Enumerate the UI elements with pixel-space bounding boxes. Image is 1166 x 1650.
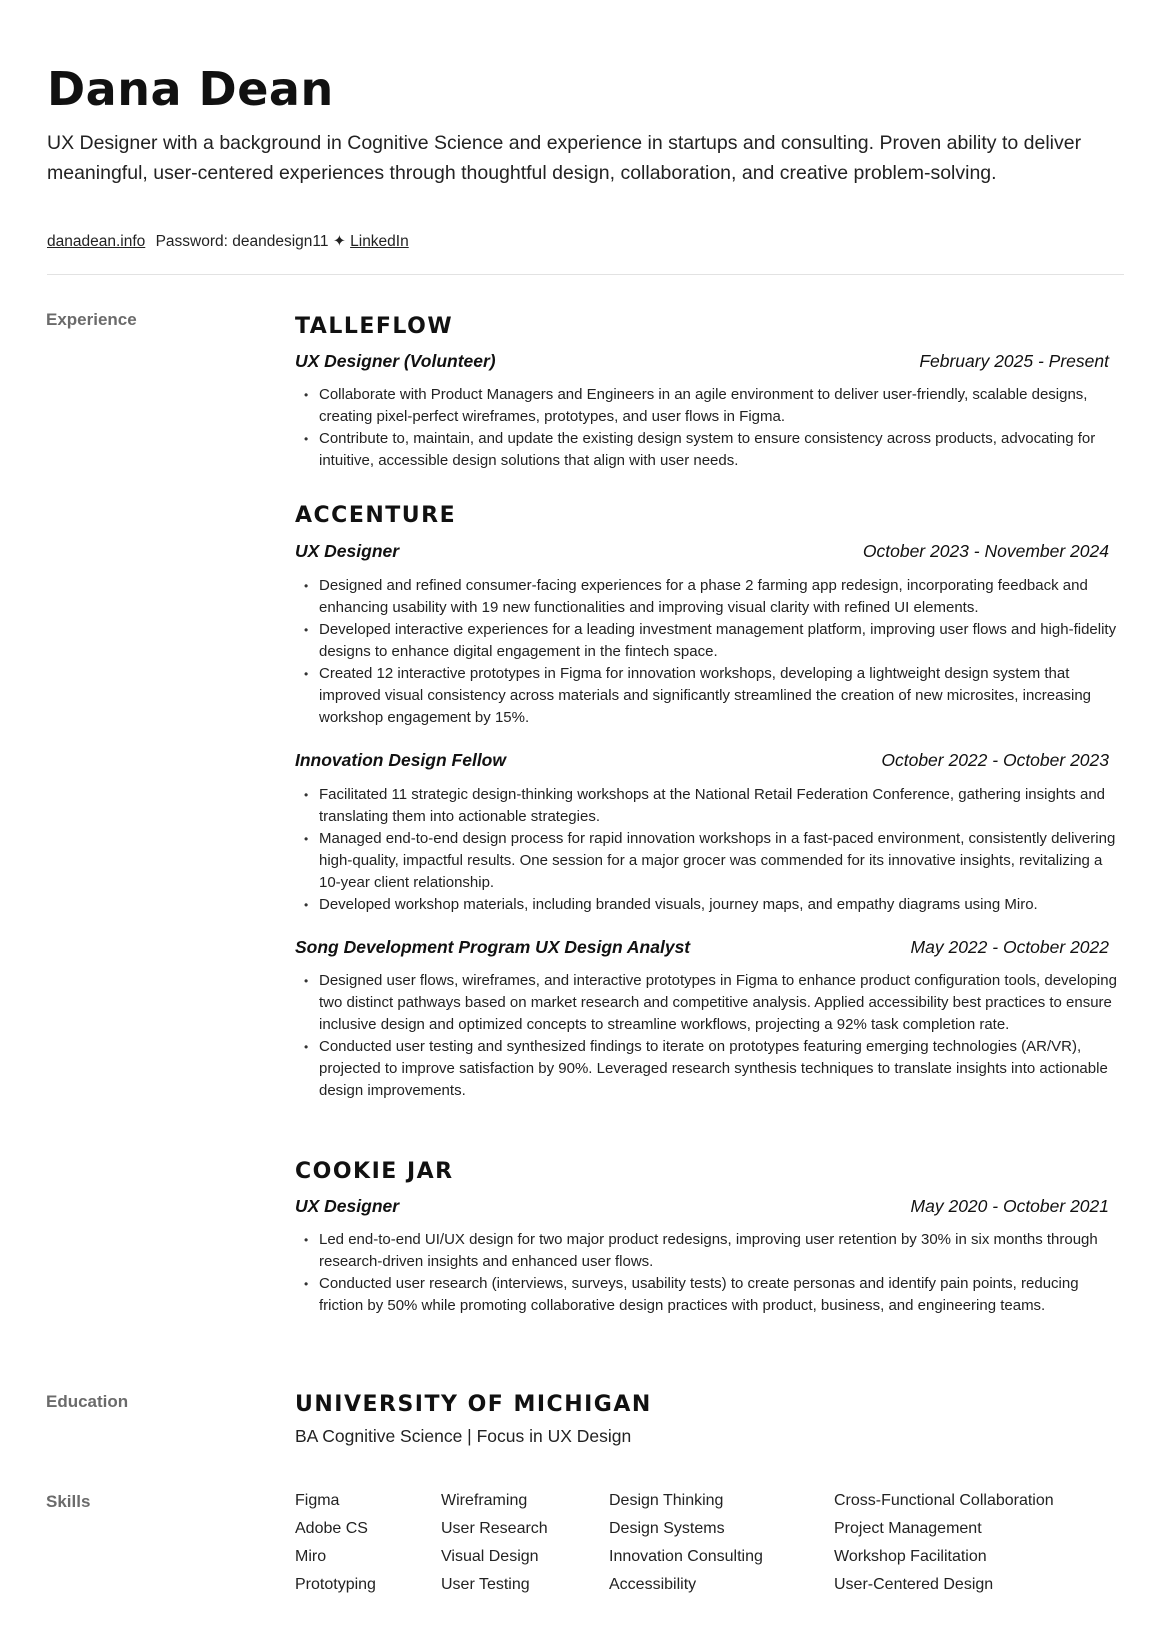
job-role: [295, 1196, 1109, 1220]
job-bullets: [304, 384, 1124, 472]
skills-column: [609, 1490, 763, 1602]
skills-column: [295, 1490, 376, 1602]
bullet-item: • Facilitated 11 strategic design-thinking workshops at the National Retail Federation Conference, gathering insights and translating them into actionable strategies.: [304, 784, 1124, 828]
portfolio-password: Password: deandesign11: [155, 233, 329, 250]
job-bullets: [304, 970, 1124, 1102]
bullet-item: • Managed end-to-end design process for rapid innovation workshops in a fast-paced environment, consistently delivering high-quality, impactful results. One session for a major grocer was commended for its innovative insights, revitalizing a 10-year client relationship.: [304, 828, 1124, 894]
job-title: UX Designer: [295, 541, 400, 561]
job-bullets: [304, 1229, 1124, 1317]
section-label-education: Education: [46, 1392, 129, 1411]
section-label-skills: Skills: [46, 1492, 91, 1511]
skills-column: [834, 1490, 1054, 1602]
job-role: [295, 541, 1109, 565]
skill-item: Design Thinking: [609, 1492, 724, 1509]
bullet-item: • Designed user flows, wireframes, and interactive prototypes in Figma to enhance product configuration tools, developing two distinct pathways based on market research and competitive analysis. Applied accessibility best practices to ensure inclusive design and optimized concepts to streamline workflows, projecting a 92% task completion rate.: [304, 970, 1124, 1036]
job-title: Innovation Design Fellow: [295, 750, 506, 770]
job-dates: October 2022 - October 2023: [881, 750, 1109, 770]
bullet-item: • Developed workshop materials, including branded visuals, journey maps, and empathy diagrams using Miro.: [304, 894, 1124, 916]
skill-item: User-Centered Design: [834, 1576, 994, 1593]
bullet-item: • Conducted user testing and synthesized findings to iterate on prototypes featuring emerging technologies (AR/VR), projected to improve satisfaction by 90%. Leveraged research synthesis techniques to translate insights into actionable design improvements.: [304, 1036, 1124, 1102]
separator-icon: ✦: [332, 233, 346, 250]
job-role: [295, 750, 1109, 774]
skill-item: Prototyping: [295, 1576, 376, 1593]
skill-item: Cross-Functional Collaboration: [834, 1492, 1054, 1509]
bullet-item: • Created 12 interactive prototypes in Figma for innovation workshops, developing a lightweight design system that improved visual consistency across materials and significantly streamlined the creation of new microsites, increasing workshop engagement by 15%.: [304, 663, 1124, 729]
bullet-item: • Contribute to, maintain, and update the existing design system to ensure consistency across products, advocating for intuitive, accessible design solutions that align with user needs.: [304, 428, 1124, 472]
job-title: Song Development Program UX Design Analyst: [295, 937, 691, 957]
job-bullets: [304, 575, 1124, 729]
bullet-item: • Collaborate with Product Managers and Engineers in an agile environment to deliver user-friendly, scalable designs, creating pixel-perfect wireframes, prototypes, and user flows in Figma.: [304, 384, 1124, 428]
summary: UX Designer with a background in Cognitive Science and experience in startups and consulting. Proven ability to deliver meaningful, user-centered experiences through thoughtful design, collaboration, and creative problem-solving.: [47, 132, 1082, 184]
linkedin-link[interactable]: LinkedIn: [350, 233, 409, 250]
job-dates: May 2022 - October 2022: [910, 937, 1109, 957]
company-name: COOKIE JAR: [295, 1159, 454, 1184]
skill-item: Adobe CS: [295, 1520, 368, 1537]
degree: BA Cognitive Science | Focus in UX Design: [295, 1426, 632, 1446]
bullet-item: • Conducted user research (interviews, surveys, usability tests) to create personas and identify pain points, reducing friction by 50% while promoting collaborative design practices with product, business, and engineering teams.: [304, 1273, 1124, 1317]
skill-item: Visual Design: [441, 1548, 539, 1565]
job-title: UX Designer (Volunteer): [295, 351, 496, 371]
skill-item: Innovation Consulting: [609, 1548, 763, 1565]
section-label-experience: Experience: [46, 310, 137, 329]
skill-item: Miro: [295, 1548, 327, 1565]
job-role: [295, 937, 1109, 961]
skill-item: Figma: [295, 1492, 340, 1509]
candidate-name: Dana Dean: [47, 62, 334, 116]
company-name: TALLEFLOW: [295, 314, 454, 339]
contact-line: [47, 232, 409, 251]
skill-item: Workshop Facilitation: [834, 1548, 987, 1565]
job-title: UX Designer: [295, 1196, 400, 1216]
skill-item: Accessibility: [609, 1576, 697, 1593]
job-dates: October 2023 - November 2024: [862, 541, 1109, 561]
job-role: [295, 351, 1109, 375]
school-name: UNIVERSITY OF MICHIGAN: [295, 1392, 652, 1417]
skill-item: Design Systems: [609, 1520, 725, 1537]
skill-item: User Testing: [441, 1576, 530, 1593]
skill-item: User Research: [441, 1520, 548, 1537]
website-link[interactable]: danadean.info: [47, 233, 146, 250]
job-bullets: [304, 784, 1124, 916]
skill-item: Project Management: [834, 1520, 982, 1537]
skills-column: [441, 1490, 548, 1602]
bullet-item: • Led end-to-end UI/UX design for two major product redesigns, improving user retention by 30% in six months through research-driven insights and enhanced user flows.: [304, 1229, 1124, 1273]
bullet-item: • Developed interactive experiences for a leading investment management platform, improving user flows and high-fidelity designs to enhance digital engagement in the fintech space.: [304, 619, 1124, 663]
skill-item: Wireframing: [441, 1492, 528, 1509]
header-divider: [47, 274, 1124, 275]
company-name: ACCENTURE: [295, 503, 457, 528]
bullet-item: • Designed and refined consumer-facing experiences for a phase 2 farming app redesign, incorporating feedback and enhancing usability with 19 new functionalities and improving visual clarity with refined UI elements.: [304, 575, 1124, 619]
job-dates: May 2020 - October 2021: [910, 1196, 1109, 1216]
job-dates: February 2025 - Present: [919, 351, 1109, 371]
